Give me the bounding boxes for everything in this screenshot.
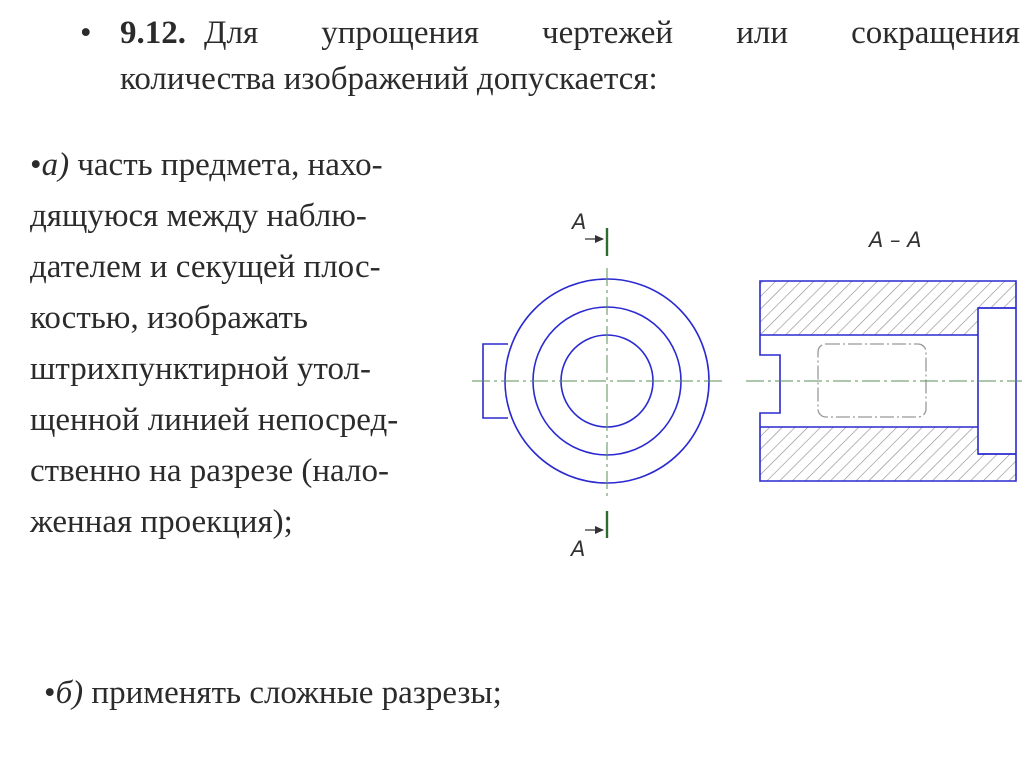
heading-word: упрощения bbox=[321, 15, 479, 51]
section-mark-top bbox=[570, 210, 607, 256]
item-a-line: щенной линией непосред- bbox=[30, 402, 399, 438]
section-mark-label: A bbox=[572, 210, 587, 234]
item-b-text: применять сложные разрезы; bbox=[91, 675, 502, 711]
hatch-top bbox=[760, 281, 1016, 308]
item-a-line: дателем и секущей плос- bbox=[30, 249, 381, 285]
item-a-line: штрихпунктирной утол- bbox=[30, 351, 371, 387]
item-a-line: костью, изображать bbox=[30, 300, 308, 336]
section-title: A – A bbox=[869, 228, 922, 252]
heading-word: чертежей bbox=[542, 15, 674, 51]
section-view bbox=[746, 281, 1022, 481]
section-mark-bottom bbox=[569, 511, 607, 561]
section-mark-label: A bbox=[571, 537, 586, 561]
item-a-text: часть предмета, нахо- bbox=[77, 147, 383, 183]
item-b-marker: б) bbox=[55, 675, 84, 711]
heading-word: Для bbox=[204, 15, 259, 51]
heading-line-2: количества изображений допускается: bbox=[120, 61, 658, 97]
arrow-head-icon bbox=[595, 526, 604, 534]
section-number: 9.12. bbox=[120, 15, 186, 51]
item-a-bullet: • bbox=[30, 147, 42, 183]
item-a-marker: а) bbox=[41, 147, 70, 183]
item-a-line: ственно на разрезе (нало- bbox=[30, 453, 389, 489]
item-b-bullet: • bbox=[44, 675, 56, 711]
hatch-top-left bbox=[760, 308, 978, 335]
heading-word: или bbox=[736, 15, 788, 51]
hatch-bottom bbox=[760, 453, 1016, 481]
arrow-head-icon bbox=[595, 235, 604, 243]
heading-word: сокращения bbox=[851, 15, 1020, 51]
heading-bullet: • bbox=[80, 15, 92, 51]
hatch-bottom-left bbox=[760, 427, 978, 453]
item-a-line: дящуюся между наблю- bbox=[30, 198, 367, 234]
item-a-line: женная проекция); bbox=[30, 504, 293, 540]
front-view bbox=[472, 268, 722, 498]
